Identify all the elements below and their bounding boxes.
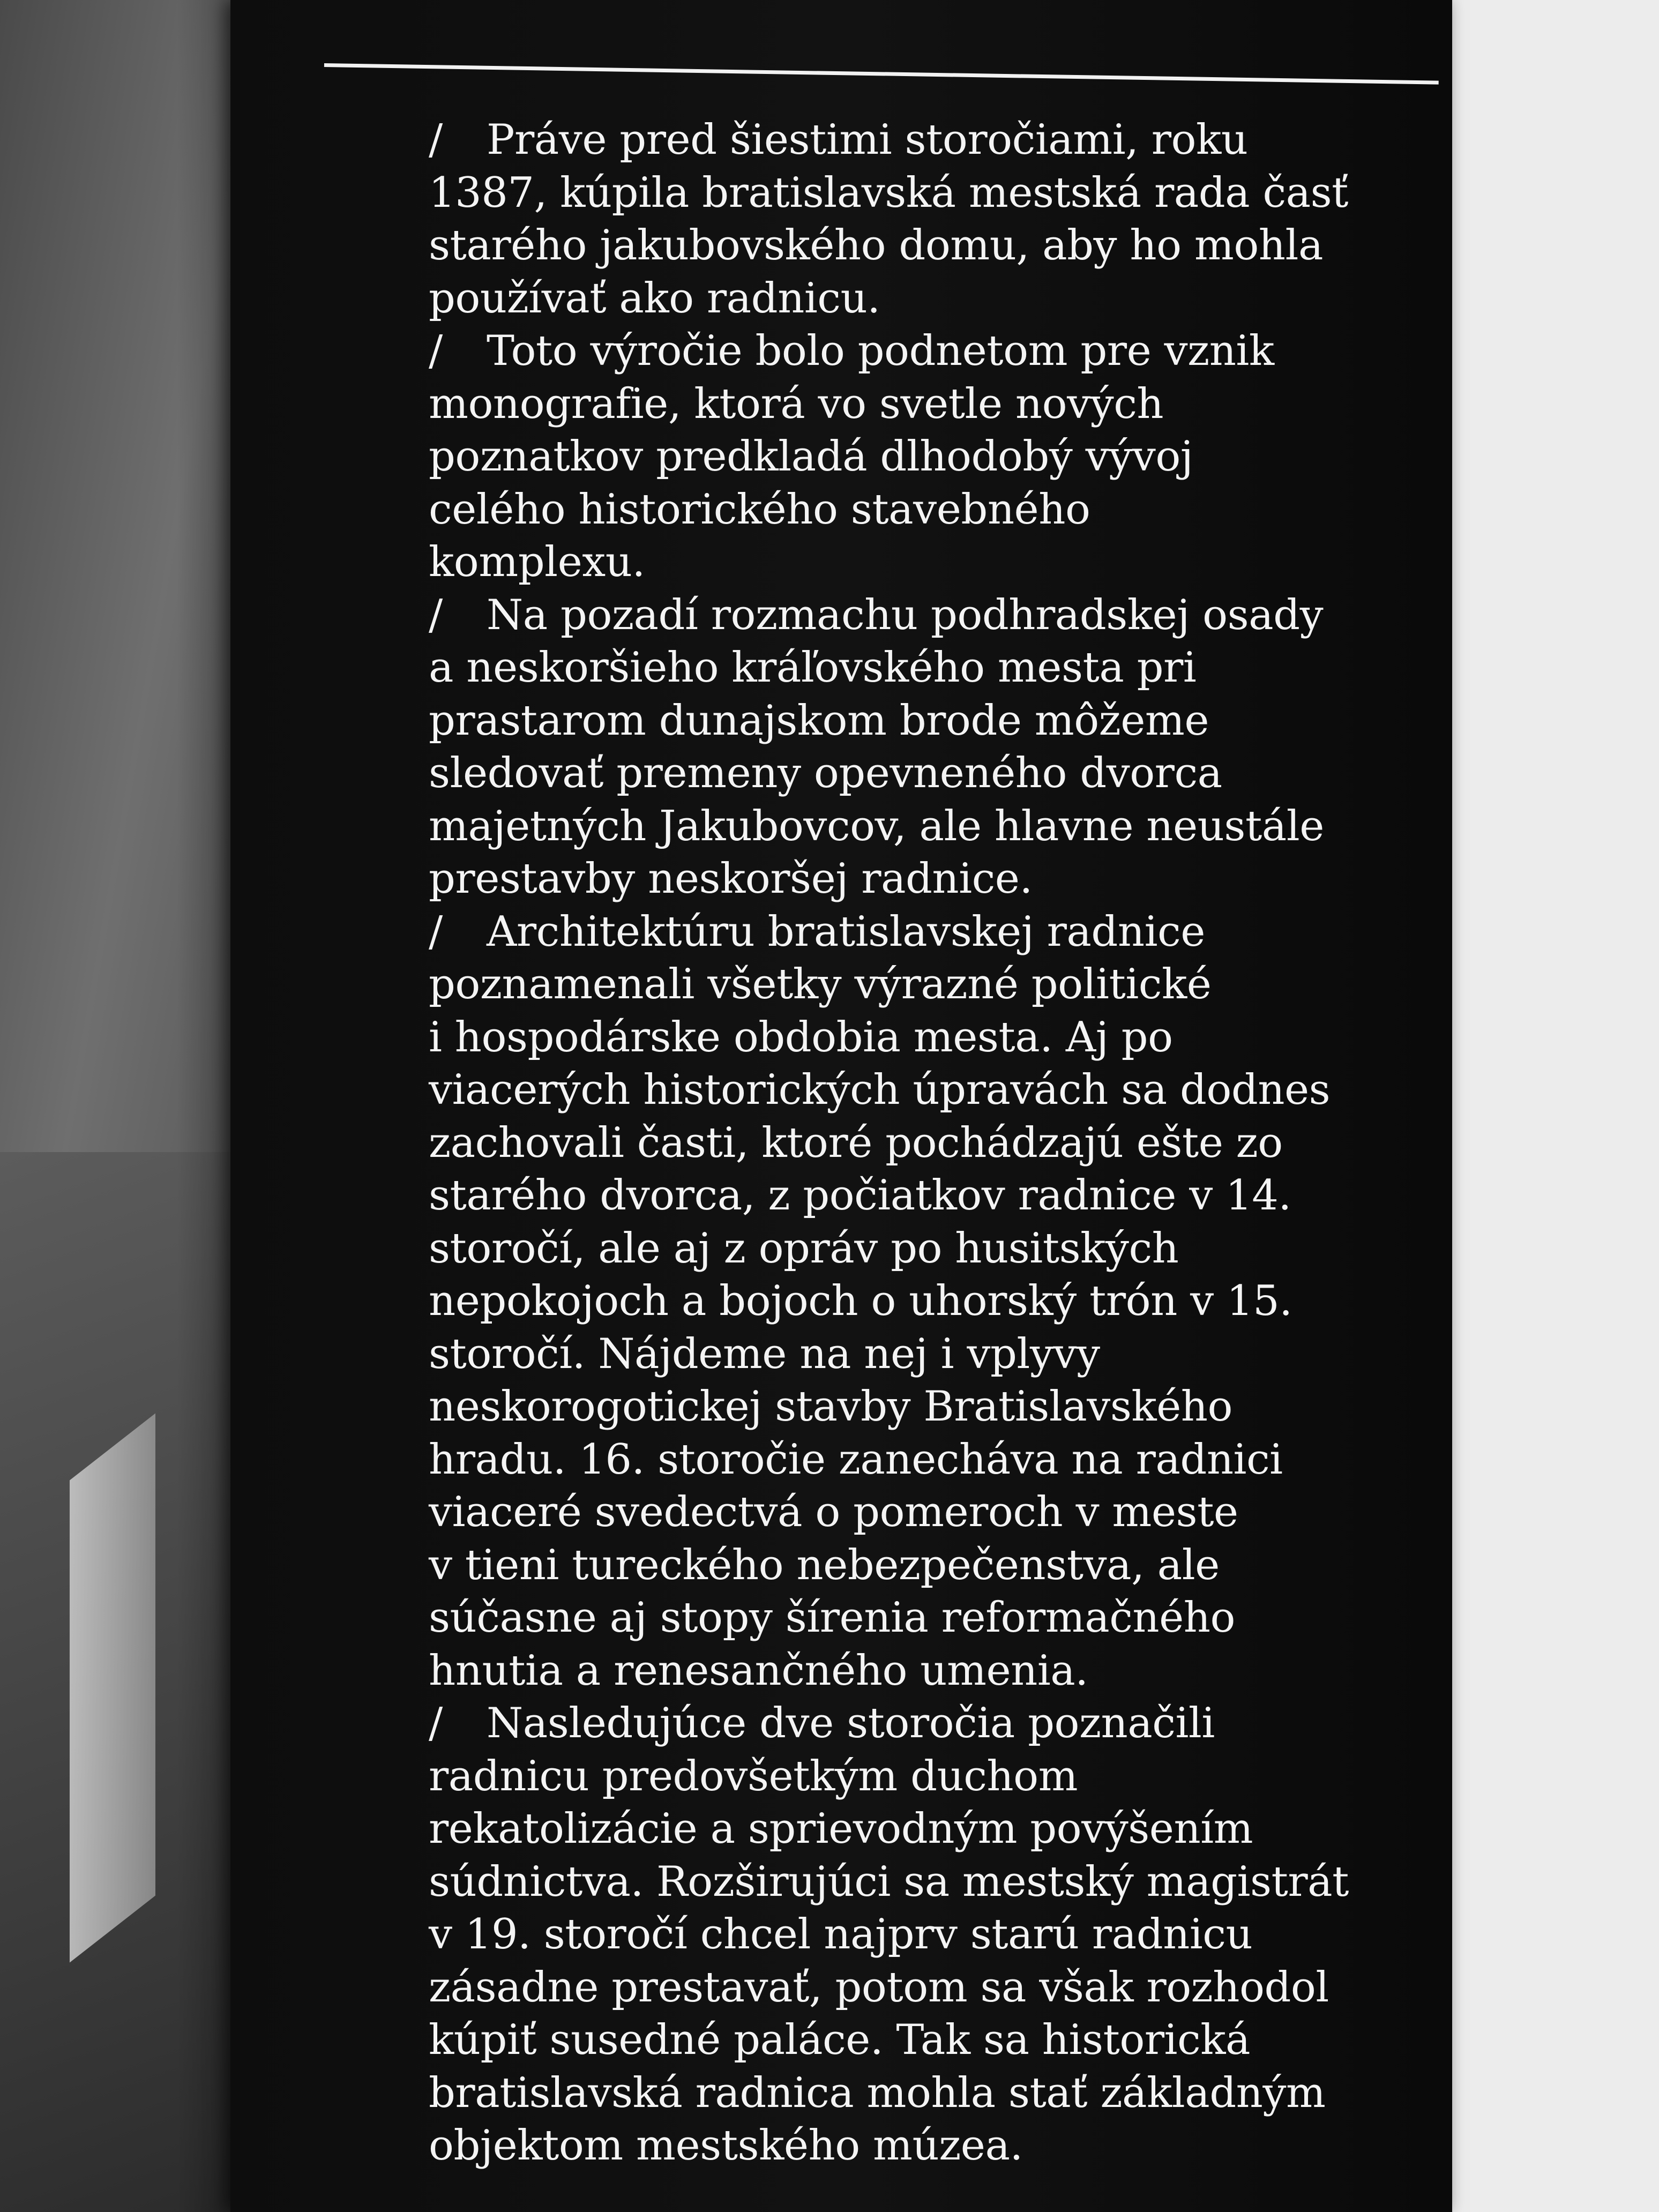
text-line: / Práve pred šiestimi storočiami, roku	[429, 114, 1340, 167]
text-line: súdnictva. Rozširujúci sa mestský magistrát	[429, 1857, 1349, 1906]
text-line: i hospodárske obdobia mesta. Aj po	[429, 1013, 1173, 1062]
text-line: majetných Jakubovcov, ale hlavne neustále	[429, 802, 1324, 850]
text-line: neskorogotickej stavby Bratislavského	[429, 1382, 1232, 1431]
text-line: prestavby neskoršej radnice.	[429, 855, 1033, 903]
text-line: viacerých historických úpravách sa dodnes	[429, 1066, 1331, 1114]
text-line: poznatkov predkladá dlhodobý vývoj	[429, 432, 1193, 481]
text-line: hnutia a renesančného umenia.	[429, 1646, 1088, 1695]
text-line: a neskoršieho kráľovského mesta pri	[429, 644, 1197, 692]
text-line: kúpiť susedné paláce. Tak sa historická	[429, 2016, 1250, 2064]
text-line: starého dvorca, z počiatkov radnice v 14.	[429, 1171, 1291, 1220]
text-line: / Toto výročie bolo podnetom pre vznik	[429, 325, 1340, 378]
text-line: v 19. storočí chcel najprv starú radnicu	[429, 1910, 1253, 1959]
text-line: komplexu.	[429, 538, 645, 586]
text-line: zásadne prestavať, potom sa však rozhodol	[429, 1963, 1329, 2012]
text-line: / Na pozadí rozmachu podhradskej osady	[429, 589, 1340, 642]
text-line: súčasne aj stopy šírenia reformačného	[429, 1594, 1235, 1642]
text-line: viaceré svedectvá o pomeroch v meste	[429, 1488, 1238, 1536]
paragraph-marker: /	[429, 327, 443, 375]
text-line: zachovali časti, ktoré pochádzajú ešte zo	[429, 1118, 1283, 1167]
text-line: bratislavská radnica mohla stať základným	[429, 2068, 1326, 2117]
paragraph-marker: /	[429, 907, 443, 956]
text-line: poznamenali všetky výrazné politické	[429, 960, 1212, 1008]
text-line: / Architektúru bratislavskej radnice	[429, 906, 1340, 959]
text-line: storočí, ale aj z opráv po husitských	[429, 1224, 1179, 1273]
paragraph-4	[429, 906, 1340, 1698]
text-line: objektom mestského múzea.	[429, 2121, 1023, 2170]
text-line: storočí. Nájdeme na nej i vplyvy	[429, 1329, 1100, 1378]
text-line: hradu. 16. storočie zanecháva na radnici	[429, 1435, 1283, 1484]
paragraph-marker: /	[429, 1699, 443, 1747]
paragraph-3	[429, 589, 1340, 906]
text-line: monografie, ktorá vo svetle nových	[429, 379, 1164, 428]
paragraph-2	[429, 325, 1340, 589]
text-line: nepokojoch a bojoch o uhorský trón v 15.	[429, 1277, 1292, 1325]
cover-text	[429, 114, 1349, 2172]
text-line: 1387, kúpila bratislavská mestská rada časť	[429, 168, 1349, 217]
text-line: rekatolizácie a sprievodným povýšením	[429, 1805, 1253, 1853]
text-line: v tieni tureckého nebezpečenstva, ale	[429, 1541, 1220, 1589]
text-line: starého jakubovského domu, aby ho mohla	[429, 221, 1323, 270]
paragraph-5	[429, 1697, 1349, 2172]
text-line: celého historického stavebného	[429, 485, 1090, 534]
text-line: používať ako radnicu.	[429, 274, 880, 323]
paragraph-marker: /	[429, 116, 443, 164]
text-line: sledovať premeny opevneného dvorca	[429, 749, 1222, 797]
text-line: prastarom dunajskom brode môžeme	[429, 696, 1209, 745]
table-highlight	[70, 1413, 155, 1962]
text-line: / Nasledujúce dve storočia poznačili	[429, 1697, 1340, 1750]
paragraph-1	[429, 114, 1349, 325]
paragraph-marker: /	[429, 591, 443, 639]
text-line: radnicu predovšetkým duchom	[429, 1752, 1078, 1800]
